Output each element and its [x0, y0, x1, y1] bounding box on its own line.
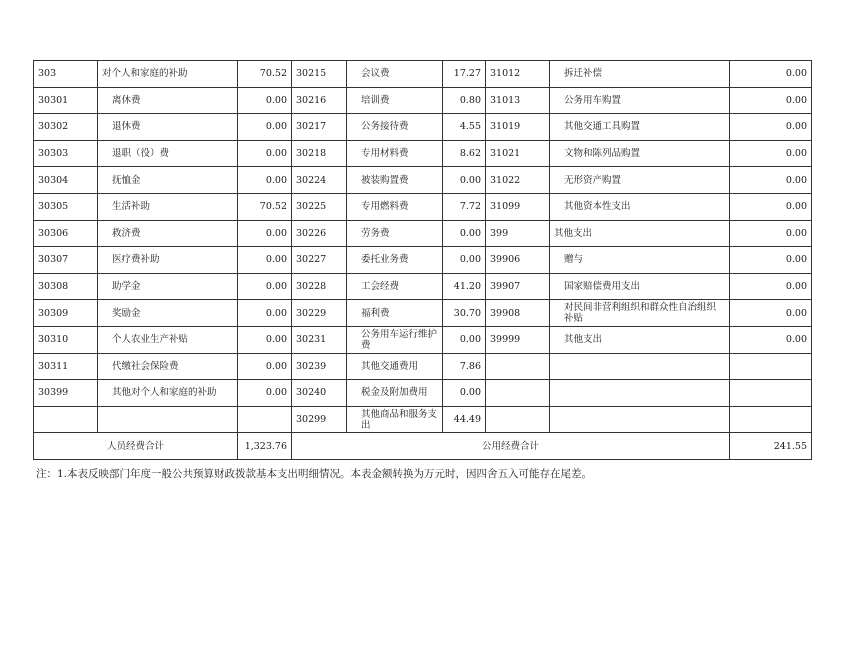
item-code: 30217 — [292, 114, 347, 141]
item-amount: 4.55 — [443, 114, 486, 141]
item-name: 其他支出 — [550, 220, 730, 247]
item-name: 奖励金 — [98, 300, 238, 327]
item-name: 代缴社会保险费 — [98, 353, 238, 380]
item-amount: 7.72 — [443, 193, 486, 220]
item-code: 30225 — [292, 193, 347, 220]
item-code: 30307 — [34, 247, 98, 274]
table-row — [34, 87, 812, 114]
item-amount: 0.00 — [730, 300, 812, 327]
item-amount: 17.27 — [443, 61, 486, 88]
item-name: 劳务费 — [347, 220, 443, 247]
item-code: 30228 — [292, 273, 347, 300]
item-name — [98, 406, 238, 433]
item-name: 赠与 — [550, 247, 730, 274]
table-row — [34, 273, 812, 300]
table-row — [34, 167, 812, 194]
item-name — [550, 380, 730, 407]
item-code: 30226 — [292, 220, 347, 247]
item-code: 39907 — [486, 273, 550, 300]
item-code: 31022 — [486, 167, 550, 194]
item-name: 专用燃料费 — [347, 193, 443, 220]
item-code: 399 — [486, 220, 550, 247]
table-row — [34, 326, 812, 353]
item-amount: 0.80 — [443, 87, 486, 114]
item-amount: 0.00 — [443, 220, 486, 247]
item-amount: 70.52 — [238, 193, 292, 220]
item-amount: 0.00 — [238, 380, 292, 407]
item-code: 39999 — [486, 326, 550, 353]
item-amount: 0.00 — [238, 167, 292, 194]
item-code — [34, 406, 98, 433]
item-name: 培训费 — [347, 87, 443, 114]
item-name: 救济费 — [98, 220, 238, 247]
item-name: 会议费 — [347, 61, 443, 88]
item-code: 30224 — [292, 167, 347, 194]
item-name: 生活补助 — [98, 193, 238, 220]
item-code: 31019 — [486, 114, 550, 141]
totals-row — [34, 433, 812, 460]
item-name: 其他交通费用 — [347, 353, 443, 380]
item-code: 30310 — [34, 326, 98, 353]
item-name: 公务用车购置 — [550, 87, 730, 114]
personnel-total-value: 1,323.76 — [238, 433, 292, 460]
item-code — [486, 406, 550, 433]
item-amount: 0.00 — [238, 87, 292, 114]
item-amount: 8.62 — [443, 140, 486, 167]
item-code: 30399 — [34, 380, 98, 407]
table-footnote: 注：1.本表反映部门年度一般公共预算财政拨款基本支出明细情况。本表金额转换为万元时，因四舍五入可能存在尾差。 — [36, 468, 593, 480]
item-code — [486, 380, 550, 407]
item-amount — [730, 406, 812, 433]
table-row — [34, 193, 812, 220]
item-amount: 0.00 — [443, 247, 486, 274]
item-amount: 41.20 — [443, 273, 486, 300]
item-name: 对个人和家庭的补助 — [98, 61, 238, 88]
item-amount: 70.52 — [238, 61, 292, 88]
item-code: 31021 — [486, 140, 550, 167]
item-name: 抚恤金 — [98, 167, 238, 194]
item-code: 30309 — [34, 300, 98, 327]
item-name: 公务用车运行维护费 — [347, 326, 443, 353]
item-name: 其他对个人和家庭的补助 — [98, 380, 238, 407]
item-name: 委托业务费 — [347, 247, 443, 274]
item-code: 30311 — [34, 353, 98, 380]
item-code: 39906 — [486, 247, 550, 274]
item-name: 其他商品和服务支出 — [347, 406, 443, 433]
item-name: 专用材料费 — [347, 140, 443, 167]
item-name: 其他交通工具购置 — [550, 114, 730, 141]
item-code: 31099 — [486, 193, 550, 220]
item-code: 30301 — [34, 87, 98, 114]
item-amount: 0.00 — [238, 140, 292, 167]
item-code: 30239 — [292, 353, 347, 380]
item-amount: 0.00 — [238, 353, 292, 380]
item-code: 31012 — [486, 61, 550, 88]
table-row — [34, 114, 812, 141]
item-amount: 0.00 — [238, 273, 292, 300]
item-code: 30240 — [292, 380, 347, 407]
table-row — [34, 220, 812, 247]
item-amount: 0.00 — [443, 380, 486, 407]
expenditure-detail-table — [33, 60, 812, 460]
item-code: 30305 — [34, 193, 98, 220]
item-name: 无形资产购置 — [550, 167, 730, 194]
item-amount: 7.86 — [443, 353, 486, 380]
table-row — [34, 380, 812, 407]
item-code — [486, 353, 550, 380]
item-amount: 0.00 — [238, 114, 292, 141]
item-name: 福利费 — [347, 300, 443, 327]
item-name: 助学金 — [98, 273, 238, 300]
item-code: 30229 — [292, 300, 347, 327]
item-amount: 0.00 — [730, 220, 812, 247]
item-name: 文物和陈列品购置 — [550, 140, 730, 167]
table-row — [34, 300, 812, 327]
table-row — [34, 406, 812, 433]
item-code: 30231 — [292, 326, 347, 353]
item-amount: 0.00 — [730, 140, 812, 167]
item-amount: 0.00 — [443, 326, 486, 353]
item-name: 公务接待费 — [347, 114, 443, 141]
item-amount — [730, 353, 812, 380]
item-code: 30302 — [34, 114, 98, 141]
table-row — [34, 247, 812, 274]
item-amount: 0.00 — [238, 247, 292, 274]
item-name: 个人农业生产补贴 — [98, 326, 238, 353]
item-code: 30216 — [292, 87, 347, 114]
item-code: 30308 — [34, 273, 98, 300]
public-total-label: 公用经费合计 — [292, 433, 730, 460]
item-code: 30227 — [292, 247, 347, 274]
item-name: 医疗费补助 — [98, 247, 238, 274]
table-body — [34, 61, 812, 433]
item-amount: 0.00 — [443, 167, 486, 194]
item-amount: 0.00 — [730, 114, 812, 141]
item-amount: 0.00 — [730, 247, 812, 274]
item-code: 30303 — [34, 140, 98, 167]
table-row — [34, 353, 812, 380]
item-amount: 0.00 — [730, 87, 812, 114]
item-amount: 0.00 — [730, 273, 812, 300]
item-amount: 0.00 — [730, 326, 812, 353]
item-code: 30215 — [292, 61, 347, 88]
item-code: 30306 — [34, 220, 98, 247]
item-amount — [238, 406, 292, 433]
item-name — [550, 406, 730, 433]
item-amount: 0.00 — [730, 193, 812, 220]
item-name: 退职（役）费 — [98, 140, 238, 167]
item-code: 30299 — [292, 406, 347, 433]
table-row — [34, 140, 812, 167]
item-code: 31013 — [486, 87, 550, 114]
item-name: 税金及附加费用 — [347, 380, 443, 407]
item-amount: 0.00 — [238, 326, 292, 353]
item-code: 30304 — [34, 167, 98, 194]
public-total-value: 241.55 — [730, 433, 812, 460]
item-name: 拆迁补偿 — [550, 61, 730, 88]
item-amount: 0.00 — [730, 167, 812, 194]
item-amount: 0.00 — [730, 61, 812, 88]
item-code: 30218 — [292, 140, 347, 167]
item-amount: 30.70 — [443, 300, 486, 327]
item-name: 离休费 — [98, 87, 238, 114]
item-code: 39908 — [486, 300, 550, 327]
personnel-total-label: 人员经费合计 — [34, 433, 238, 460]
item-name: 退休费 — [98, 114, 238, 141]
item-name: 对民间非营利组织和群众性自治组织补贴 — [550, 300, 730, 327]
item-name — [550, 353, 730, 380]
table-row — [34, 61, 812, 88]
item-amount: 0.00 — [238, 300, 292, 327]
item-name: 其他资本性支出 — [550, 193, 730, 220]
item-code: 303 — [34, 61, 98, 88]
item-name: 被装购置费 — [347, 167, 443, 194]
item-amount: 44.49 — [443, 406, 486, 433]
item-name: 工会经费 — [347, 273, 443, 300]
item-name: 其他支出 — [550, 326, 730, 353]
item-amount: 0.00 — [238, 220, 292, 247]
item-amount — [730, 380, 812, 407]
item-name: 国家赔偿费用支出 — [550, 273, 730, 300]
